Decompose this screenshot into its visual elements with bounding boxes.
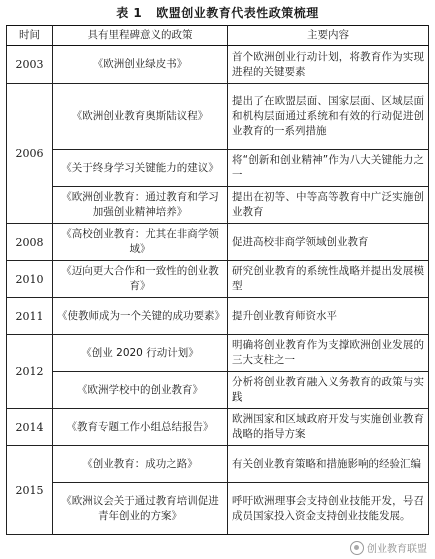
table-row — [7, 483, 429, 535]
table-row — [7, 446, 429, 483]
policy-cell: 《欧洲创业绿皮书》 — [53, 46, 228, 84]
header-policy: 具有里程碑意义的政策 — [53, 26, 228, 46]
year-cell: 2012 — [7, 335, 53, 409]
content-cell: 呼吁欧洲理事会支持创业技能开发，号召成员国家投入资金支持创业技能发展。 — [228, 483, 429, 535]
table-title: 欧盟创业教育代表性政策梳理 — [156, 6, 319, 20]
policy-cell: 《创业教育：成功之路》 — [53, 446, 228, 483]
year-cell: 2011 — [7, 298, 53, 335]
table-row — [7, 84, 429, 150]
policy-cell: 《迈向更大合作和一致性的创业教育》 — [53, 261, 228, 298]
policy-cell: 《欧洲学校中的创业教育》 — [53, 372, 228, 409]
content-cell: 欧洲国家和区域政府开发与实施创业教育战略的指导方案 — [228, 409, 429, 446]
watermark-text: 创业教育联盟 — [367, 544, 427, 555]
content-cell: 研究创业教育的系统性战略并提出发展模型 — [228, 261, 429, 298]
table-row — [7, 261, 429, 298]
year-cell: 2003 — [7, 46, 53, 84]
content-cell: 首个欧洲创业行动计划，将教育作为实现进程的关键要素 — [228, 46, 429, 84]
policy-cell: 《高校创业教育：尤其在非商学领域》 — [53, 224, 228, 261]
content-cell: 分析将创业教育融入义务教育的政策与实践 — [228, 372, 429, 409]
year-cell: 2010 — [7, 261, 53, 298]
content-cell: 促进高校非商学领域创业教育 — [228, 224, 429, 261]
table-number: 表 1 — [116, 6, 143, 20]
table-row — [7, 46, 429, 84]
policy-cell: 《欧洲创业教育奥斯陆议程》 — [53, 84, 228, 150]
policy-cell: 《欧洲议会关于通过教育培训促进青年创业的方案》 — [53, 483, 228, 535]
policy-cell: 《使教师成为一个关键的成功要素》 — [53, 298, 228, 335]
table-row — [7, 224, 429, 261]
content-cell: 提出在初等、中等高等教育中广泛实施创业教育 — [228, 187, 429, 224]
table-caption — [0, 4, 435, 21]
table-row — [7, 409, 429, 446]
year-cell: 2014 — [7, 409, 53, 446]
year-cell: 2008 — [7, 224, 53, 261]
table-row — [7, 335, 429, 372]
table-row — [7, 298, 429, 335]
content-cell: 明确将创业教育作为支撑欧洲创业发展的三大支柱之一 — [228, 335, 429, 372]
policy-cell: 《创业 2020 行动计划》 — [53, 335, 228, 372]
policy-cell: 《教育专题工作小组总结报告》 — [53, 409, 228, 446]
header-content: 主要内容 — [228, 26, 429, 46]
wechat-logo-icon — [350, 541, 364, 555]
content-cell: 提升创业教育师资水平 — [228, 298, 429, 335]
header-time: 时间 — [7, 26, 53, 46]
year-cell: 2006 — [7, 84, 53, 224]
table-header-row — [7, 26, 429, 46]
table-row — [7, 372, 429, 409]
content-cell: 将“创新和创业精神”作为八大关键能力之一 — [228, 150, 429, 187]
policy-cell: 《欧洲创业教育：通过教育和学习加强创业精神培养》 — [53, 187, 228, 224]
year-cell: 2015 — [7, 446, 53, 535]
table-row — [7, 150, 429, 187]
watermark — [350, 540, 427, 555]
table-row — [7, 187, 429, 224]
content-cell: 提出了在欧盟层面、国家层面、区域层面和机构层面通过系统和有效的行动促进创业教育的一系列措施 — [228, 84, 429, 150]
policy-cell: 《关于终身学习关键能力的建议》 — [53, 150, 228, 187]
content-cell: 有关创业教育策略和措施影响的经验汇编 — [228, 446, 429, 483]
policy-table — [6, 25, 429, 535]
